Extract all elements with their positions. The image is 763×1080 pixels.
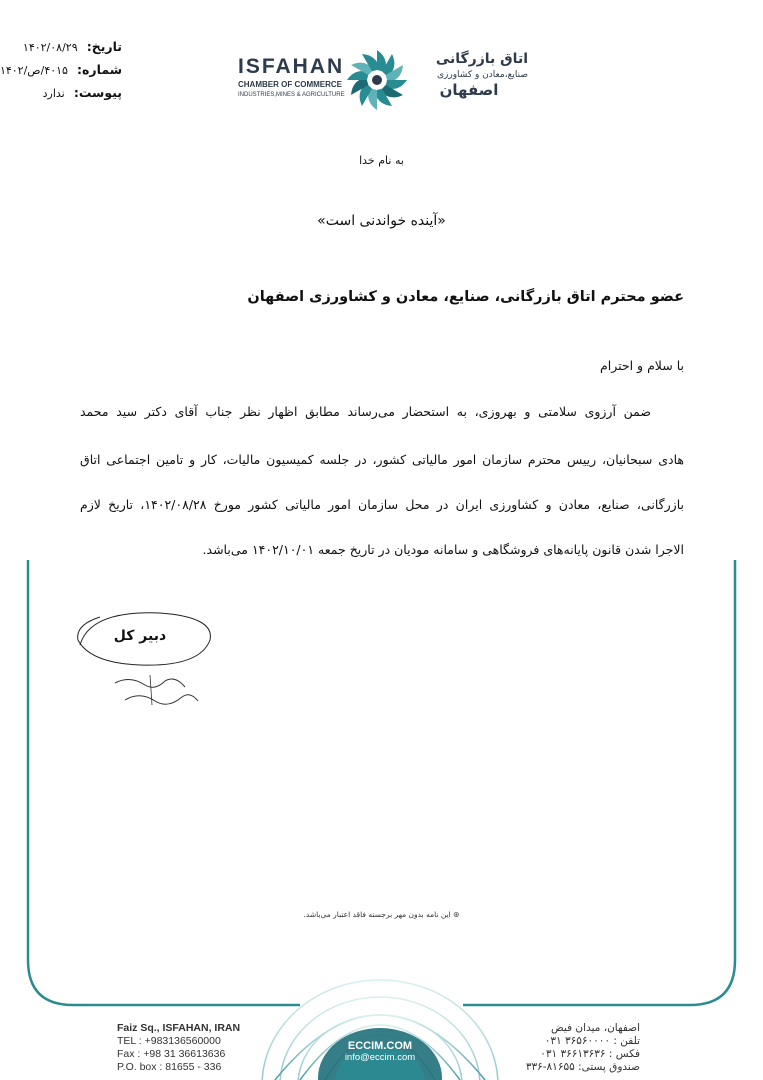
logo-en-subtitle-1: CHAMBER OF COMMERCE [238,80,342,89]
footer-tel-en: TEL : +983136560000 [117,1035,221,1047]
signature-loop-scribble [70,605,220,715]
stamp-footnote: ⊛ این نامه بدون مهر برجسته فاقد اعتبار می‌باشد. [303,910,460,919]
footer-tel-fa: تلفن : ۳۶۵۶۰۰۰۰ ۰۳۱ [544,1035,640,1047]
number-row [0,59,122,81]
footer-contact-en [117,1022,247,1074]
signature-title: دبیر کل [113,628,167,644]
logo-fa-line-1: اتاق بازرگانی [435,51,528,67]
attachment-value: ندارد [42,87,65,100]
footer-address-fa: اصفهان، میدان فیض [551,1022,640,1034]
chamber-emblem-icon [344,47,410,113]
number-value: ۴۰۱۵/ص/۱۴۰۲ [0,64,68,77]
motto: «آینده خواندنی است» [317,213,446,229]
logo-fa-line-2: صنایع،معادن و کشاورزی [436,70,528,80]
body-line-1: ضمن آرزوی سلامتی و بهروزی، به استحضار می‌رساند مطابق اظهار نظر جناب آقای دکتر سید محمد [80,404,651,419]
footer-fax-en: Fax : +98 31 36613636 [117,1048,226,1060]
footer-website[interactable]: ECCIM.COM [347,1040,413,1052]
body-line-3: بازرگانی، صنایع، معادن و کشاورزی ایران در محل سازمان امور مالیاتی کشور مورخ ۱۴۰۲/۰۸/۲۸، تاریخ لازم [80,497,684,512]
date-label: تاریخ: [86,39,122,54]
footer-contact-fa [520,1022,640,1074]
number-label: شماره: [77,62,122,77]
footer-pobox-fa: صندوق پستی: ۸۱۶۵۵-۳۳۶ [525,1061,640,1073]
attachment-label: پیوست: [73,85,122,100]
footer-pobox-en: P.O. box : 81655 - 336 [117,1061,222,1073]
recipient-heading: عضو محترم اتاق بازرگانی، صنایع، معادن و کشاورزی اصفهان [247,289,684,305]
date-value: ۱۴۰۲/۰۸/۲۹ [22,41,78,54]
body-line-4: الاجرا شدن قانون پایانه‌های فروشگاهی و سامانه مودیان در تاریخ جمعه ۱۴۰۲/۱۰/۰۱ می‌باشد. [202,542,684,557]
basmala: به نام خدا [359,154,404,167]
logo-en-subtitle-2: INDUSTRIES,MINES & AGRICULTURE [238,92,345,98]
logo-en-title: ISFAHAN [238,55,345,78]
greeting: با سلام و احترام [600,358,684,373]
footer-address-en: Faiz Sq., ISFAHAN, IRAN [117,1022,241,1034]
footer-website-block [310,1040,450,1063]
logo-fa-line-3: اصفهان [439,81,499,99]
date-row [14,36,122,58]
chamber-logo [238,45,528,115]
footer-fax-fa: فکس : ۳۶۶۱۳۶۳۶ ۰۳۱ [540,1048,640,1060]
footer-email[interactable]: info@eccim.com [344,1052,416,1063]
body-line-2: هادی سبحانیان، رییس محترم سازمان امور مالیاتی کشور، در جلسه کمیسیون مالیات، کار و تامین اجتماعی اتاق [80,452,684,467]
attachment-row [14,82,122,104]
